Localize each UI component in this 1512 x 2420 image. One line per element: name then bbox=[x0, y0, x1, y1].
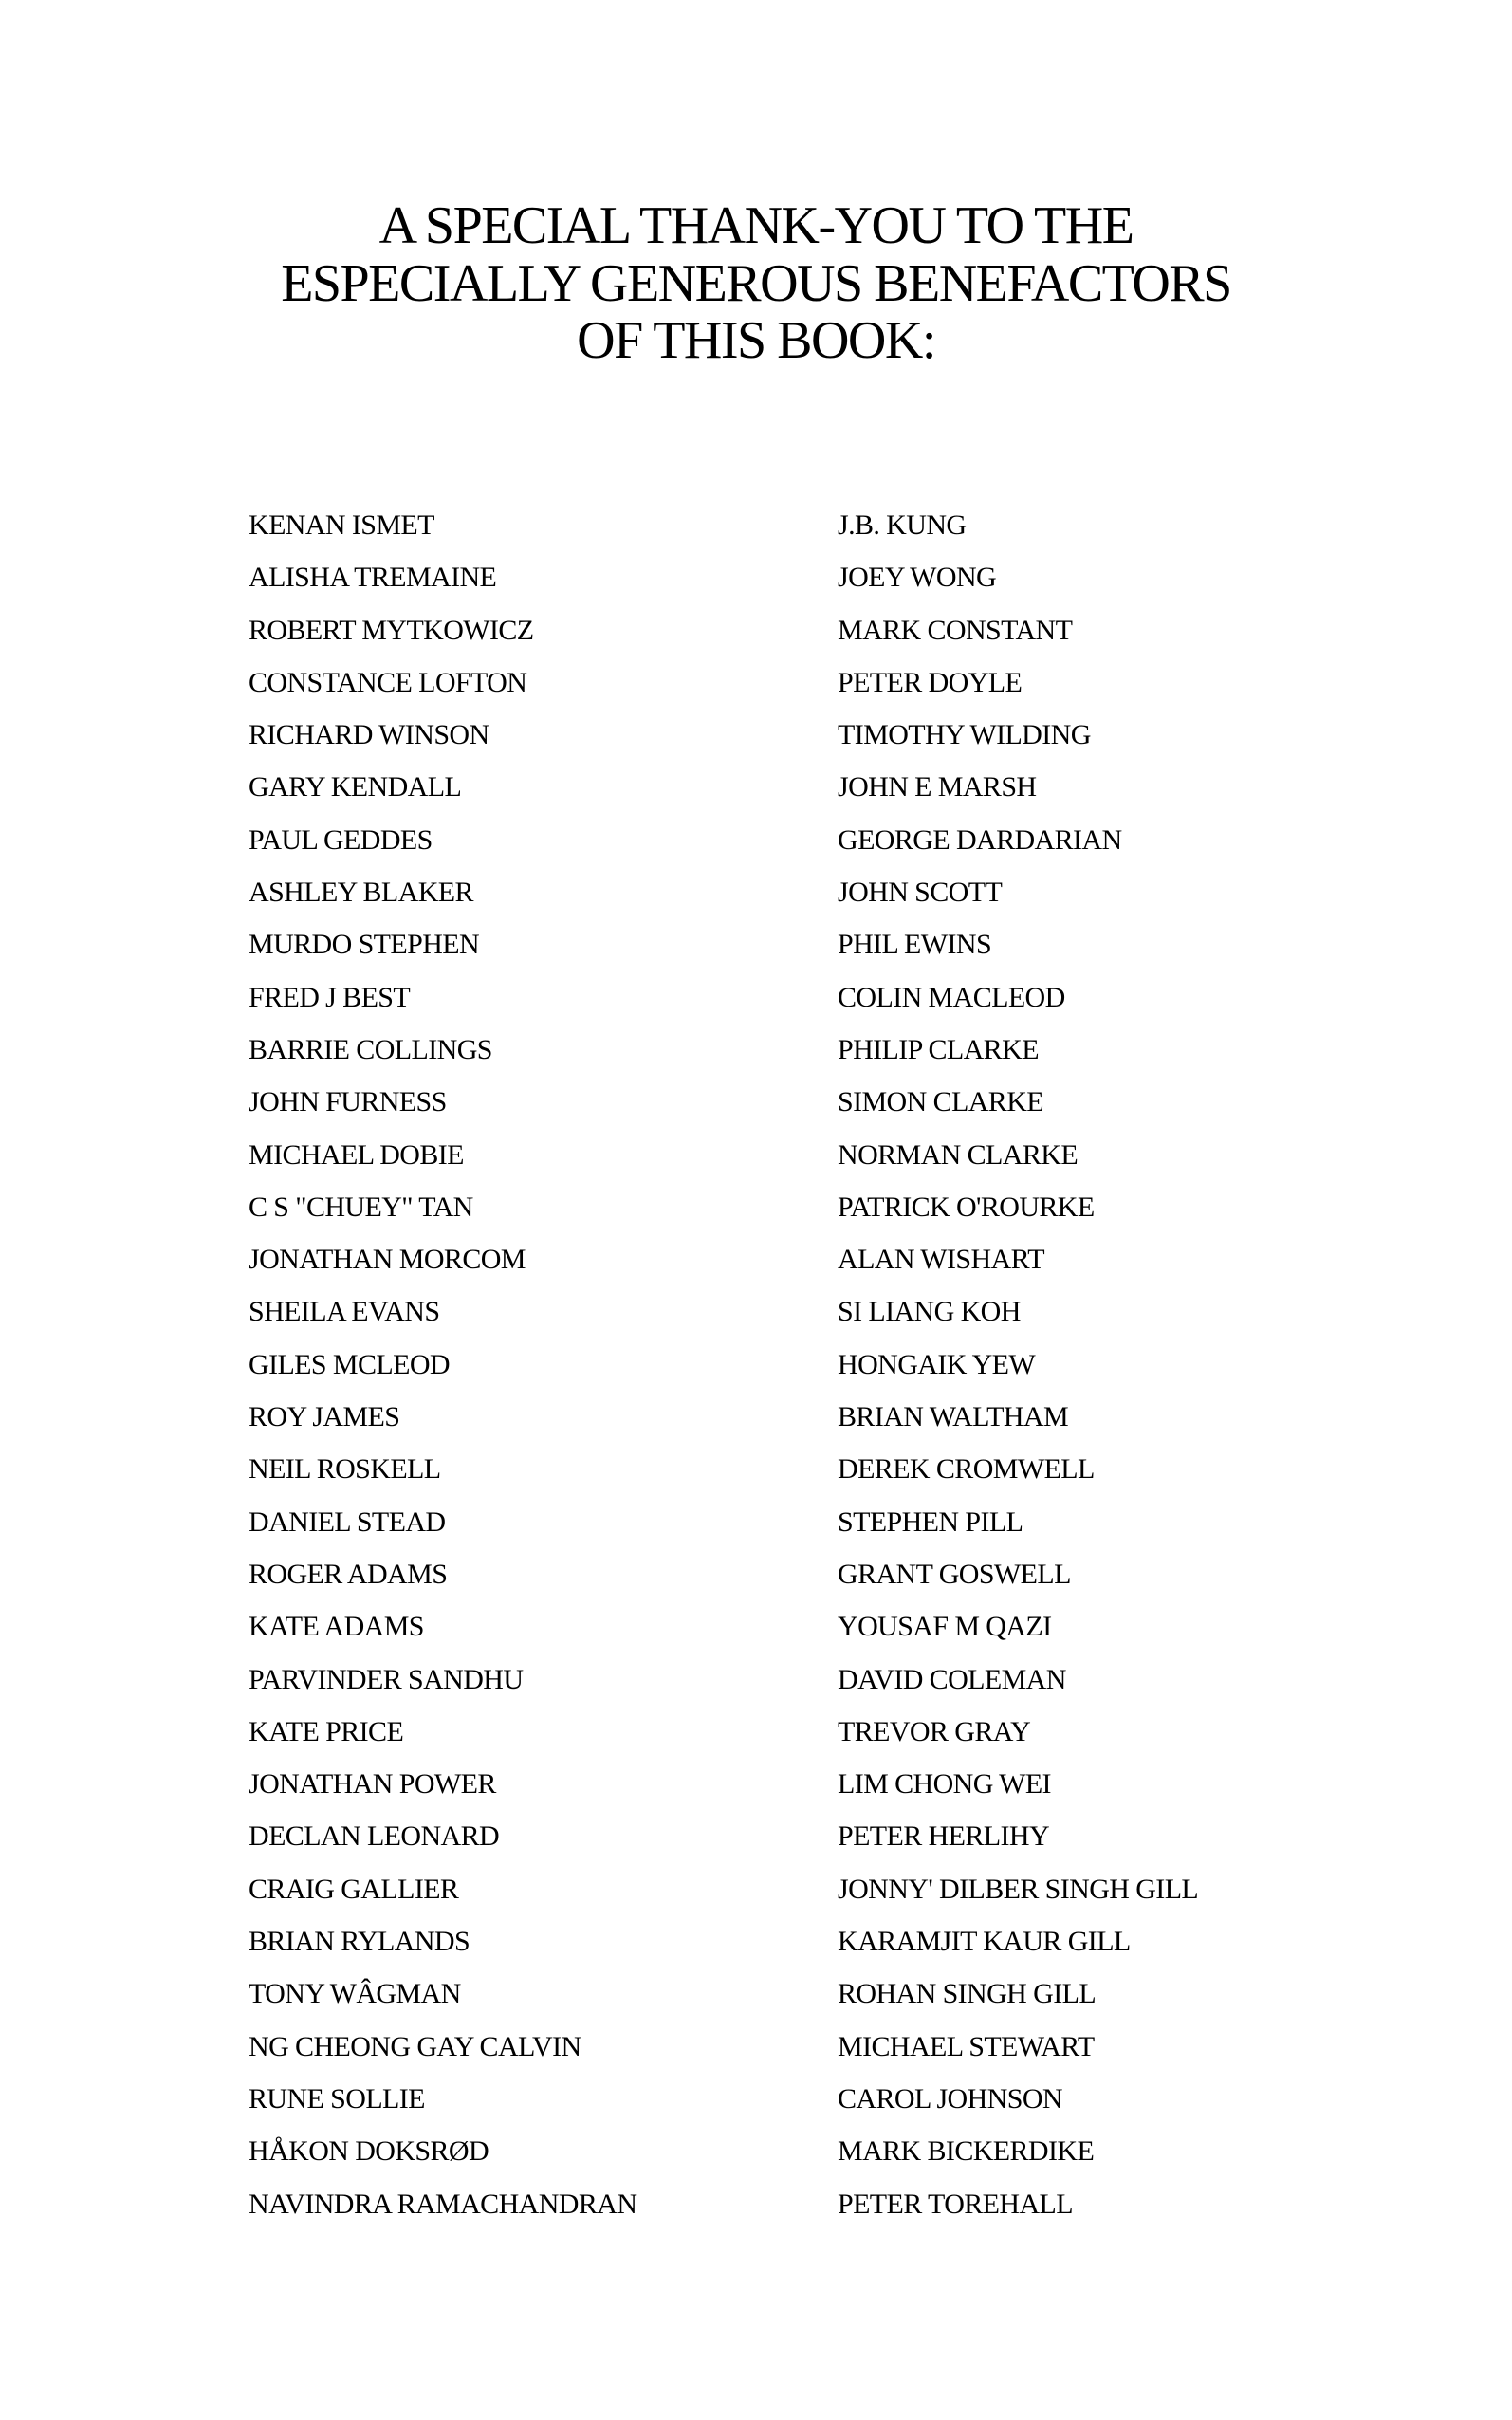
benefactor-name: CONSTANCE LOFTON bbox=[249, 666, 527, 698]
benefactor-name: NEIL ROSKELL bbox=[249, 1453, 441, 1486]
benefactor-name: BARRIE COLLINGS bbox=[249, 1033, 492, 1065]
benefactor-name: CAROL JOHNSON bbox=[838, 2082, 1062, 2115]
benefactor-name: ROBERT MYTKOWICZ bbox=[249, 614, 534, 646]
benefactor-name: SI LIANG KOH bbox=[838, 1296, 1021, 1328]
benefactor-name: RUNE SOLLIE bbox=[249, 2082, 425, 2115]
benefactor-name: DAVID COLEMAN bbox=[838, 1663, 1066, 1695]
benefactor-name: KATE ADAMS bbox=[249, 1611, 424, 1643]
benefactor-name: TONY WÂGMAN bbox=[249, 1978, 461, 2010]
benefactor-name: PARVINDER SANDHU bbox=[249, 1663, 524, 1695]
benefactor-name: ALAN WISHART bbox=[838, 1244, 1044, 1276]
benefactor-name: ROGER ADAMS bbox=[249, 1558, 448, 1590]
benefactor-name: KENAN ISMET bbox=[249, 509, 434, 541]
title-line: ESPECIALLY GENEROUS BENEFACTORS bbox=[281, 253, 1231, 313]
benefactor-name: FRED J BEST bbox=[249, 981, 411, 1013]
benefactor-name: GRANT GOSWELL bbox=[838, 1558, 1071, 1590]
benefactors-right-column bbox=[838, 499, 1198, 2230]
benefactor-name: MARK BICKERDIKE bbox=[838, 2135, 1095, 2168]
benefactor-name: TREVOR GRAY bbox=[838, 1715, 1031, 1747]
benefactor-name: JOHN SCOTT bbox=[838, 877, 1003, 909]
benefactor-name: JONATHAN POWER bbox=[249, 1768, 496, 1801]
benefactor-name: MARK CONSTANT bbox=[838, 614, 1073, 646]
benefactor-name: ROHAN SINGH GILL bbox=[838, 1978, 1097, 2010]
benefactor-name: ROY JAMES bbox=[249, 1401, 400, 1433]
benefactor-name: ALISHA TREMAINE bbox=[249, 562, 497, 594]
benefactor-name: JONNY' DILBER SINGH GILL bbox=[838, 1873, 1199, 1905]
benefactor-name: KATE PRICE bbox=[249, 1715, 404, 1747]
benefactor-name: C S "CHUEY" TAN bbox=[249, 1191, 473, 1223]
benefactor-name: GEORGE DARDARIAN bbox=[838, 823, 1122, 856]
benefactor-name: BRIAN WALTHAM bbox=[838, 1401, 1069, 1433]
benefactor-name: GARY KENDALL bbox=[249, 771, 462, 804]
benefactor-name: JONATHAN MORCOM bbox=[249, 1244, 526, 1276]
benefactor-name: RICHARD WINSON bbox=[249, 719, 489, 751]
benefactors-left-column bbox=[249, 499, 636, 2230]
benefactor-name: PHILIP CLARKE bbox=[838, 1033, 1039, 1065]
benefactor-name: GILES MCLEOD bbox=[249, 1348, 450, 1380]
page-title bbox=[0, 197, 1512, 370]
title-line: OF THIS BOOK: bbox=[577, 311, 935, 370]
benefactor-name: BRIAN RYLANDS bbox=[249, 1926, 470, 1958]
benefactor-name: MICHAEL DOBIE bbox=[249, 1138, 464, 1171]
benefactor-name: YOUSAF M QAZI bbox=[838, 1611, 1052, 1643]
benefactor-name: KARAMJIT KAUR GILL bbox=[838, 1926, 1131, 1958]
benefactor-name: LIM CHONG WEI bbox=[838, 1768, 1051, 1801]
benefactor-name: NG CHEONG GAY CALVIN bbox=[249, 2030, 581, 2062]
benefactor-name: DANIEL STEAD bbox=[249, 1506, 446, 1538]
benefactor-name: SHEILA EVANS bbox=[249, 1296, 440, 1328]
benefactor-name: J.B. KUNG bbox=[838, 509, 967, 541]
benefactor-name: COLIN MACLEOD bbox=[838, 981, 1065, 1013]
benefactor-name: TIMOTHY WILDING bbox=[838, 719, 1091, 751]
benefactor-name: NAVINDRA RAMACHANDRAN bbox=[249, 2188, 637, 2220]
benefactor-name: HONGAIK YEW bbox=[838, 1348, 1036, 1380]
benefactor-name: DECLAN LEONARD bbox=[249, 1820, 500, 1853]
benefactor-name: PHIL EWINS bbox=[838, 929, 992, 961]
benefactor-name: PATRICK O'ROURKE bbox=[838, 1191, 1095, 1223]
benefactor-name: ASHLEY BLAKER bbox=[249, 877, 473, 909]
benefactor-name: PETER DOYLE bbox=[838, 666, 1023, 698]
benefactor-name: CRAIG GALLIER bbox=[249, 1873, 459, 1905]
benefactor-name: MICHAEL STEWART bbox=[838, 2030, 1095, 2062]
benefactor-name: PAUL GEDDES bbox=[249, 823, 433, 856]
benefactor-name: MURDO STEPHEN bbox=[249, 929, 480, 961]
benefactor-name: SIMON CLARKE bbox=[838, 1086, 1043, 1118]
benefactor-name: HÅKON DOKSRØD bbox=[249, 2135, 489, 2168]
benefactor-name: PETER HERLIHY bbox=[838, 1820, 1050, 1853]
benefactor-name: DEREK CROMWELL bbox=[838, 1453, 1095, 1486]
title-line: A SPECIAL THANK-YOU TO THE bbox=[378, 196, 1134, 255]
benefactor-name: JOEY WONG bbox=[838, 562, 997, 594]
benefactor-name: PETER TOREHALL bbox=[838, 2188, 1073, 2220]
benefactor-name: JOHN FURNESS bbox=[249, 1086, 447, 1118]
benefactor-name: NORMAN CLARKE bbox=[838, 1138, 1079, 1171]
benefactor-name: JOHN E MARSH bbox=[838, 771, 1037, 804]
benefactor-name: STEPHEN PILL bbox=[838, 1506, 1023, 1538]
